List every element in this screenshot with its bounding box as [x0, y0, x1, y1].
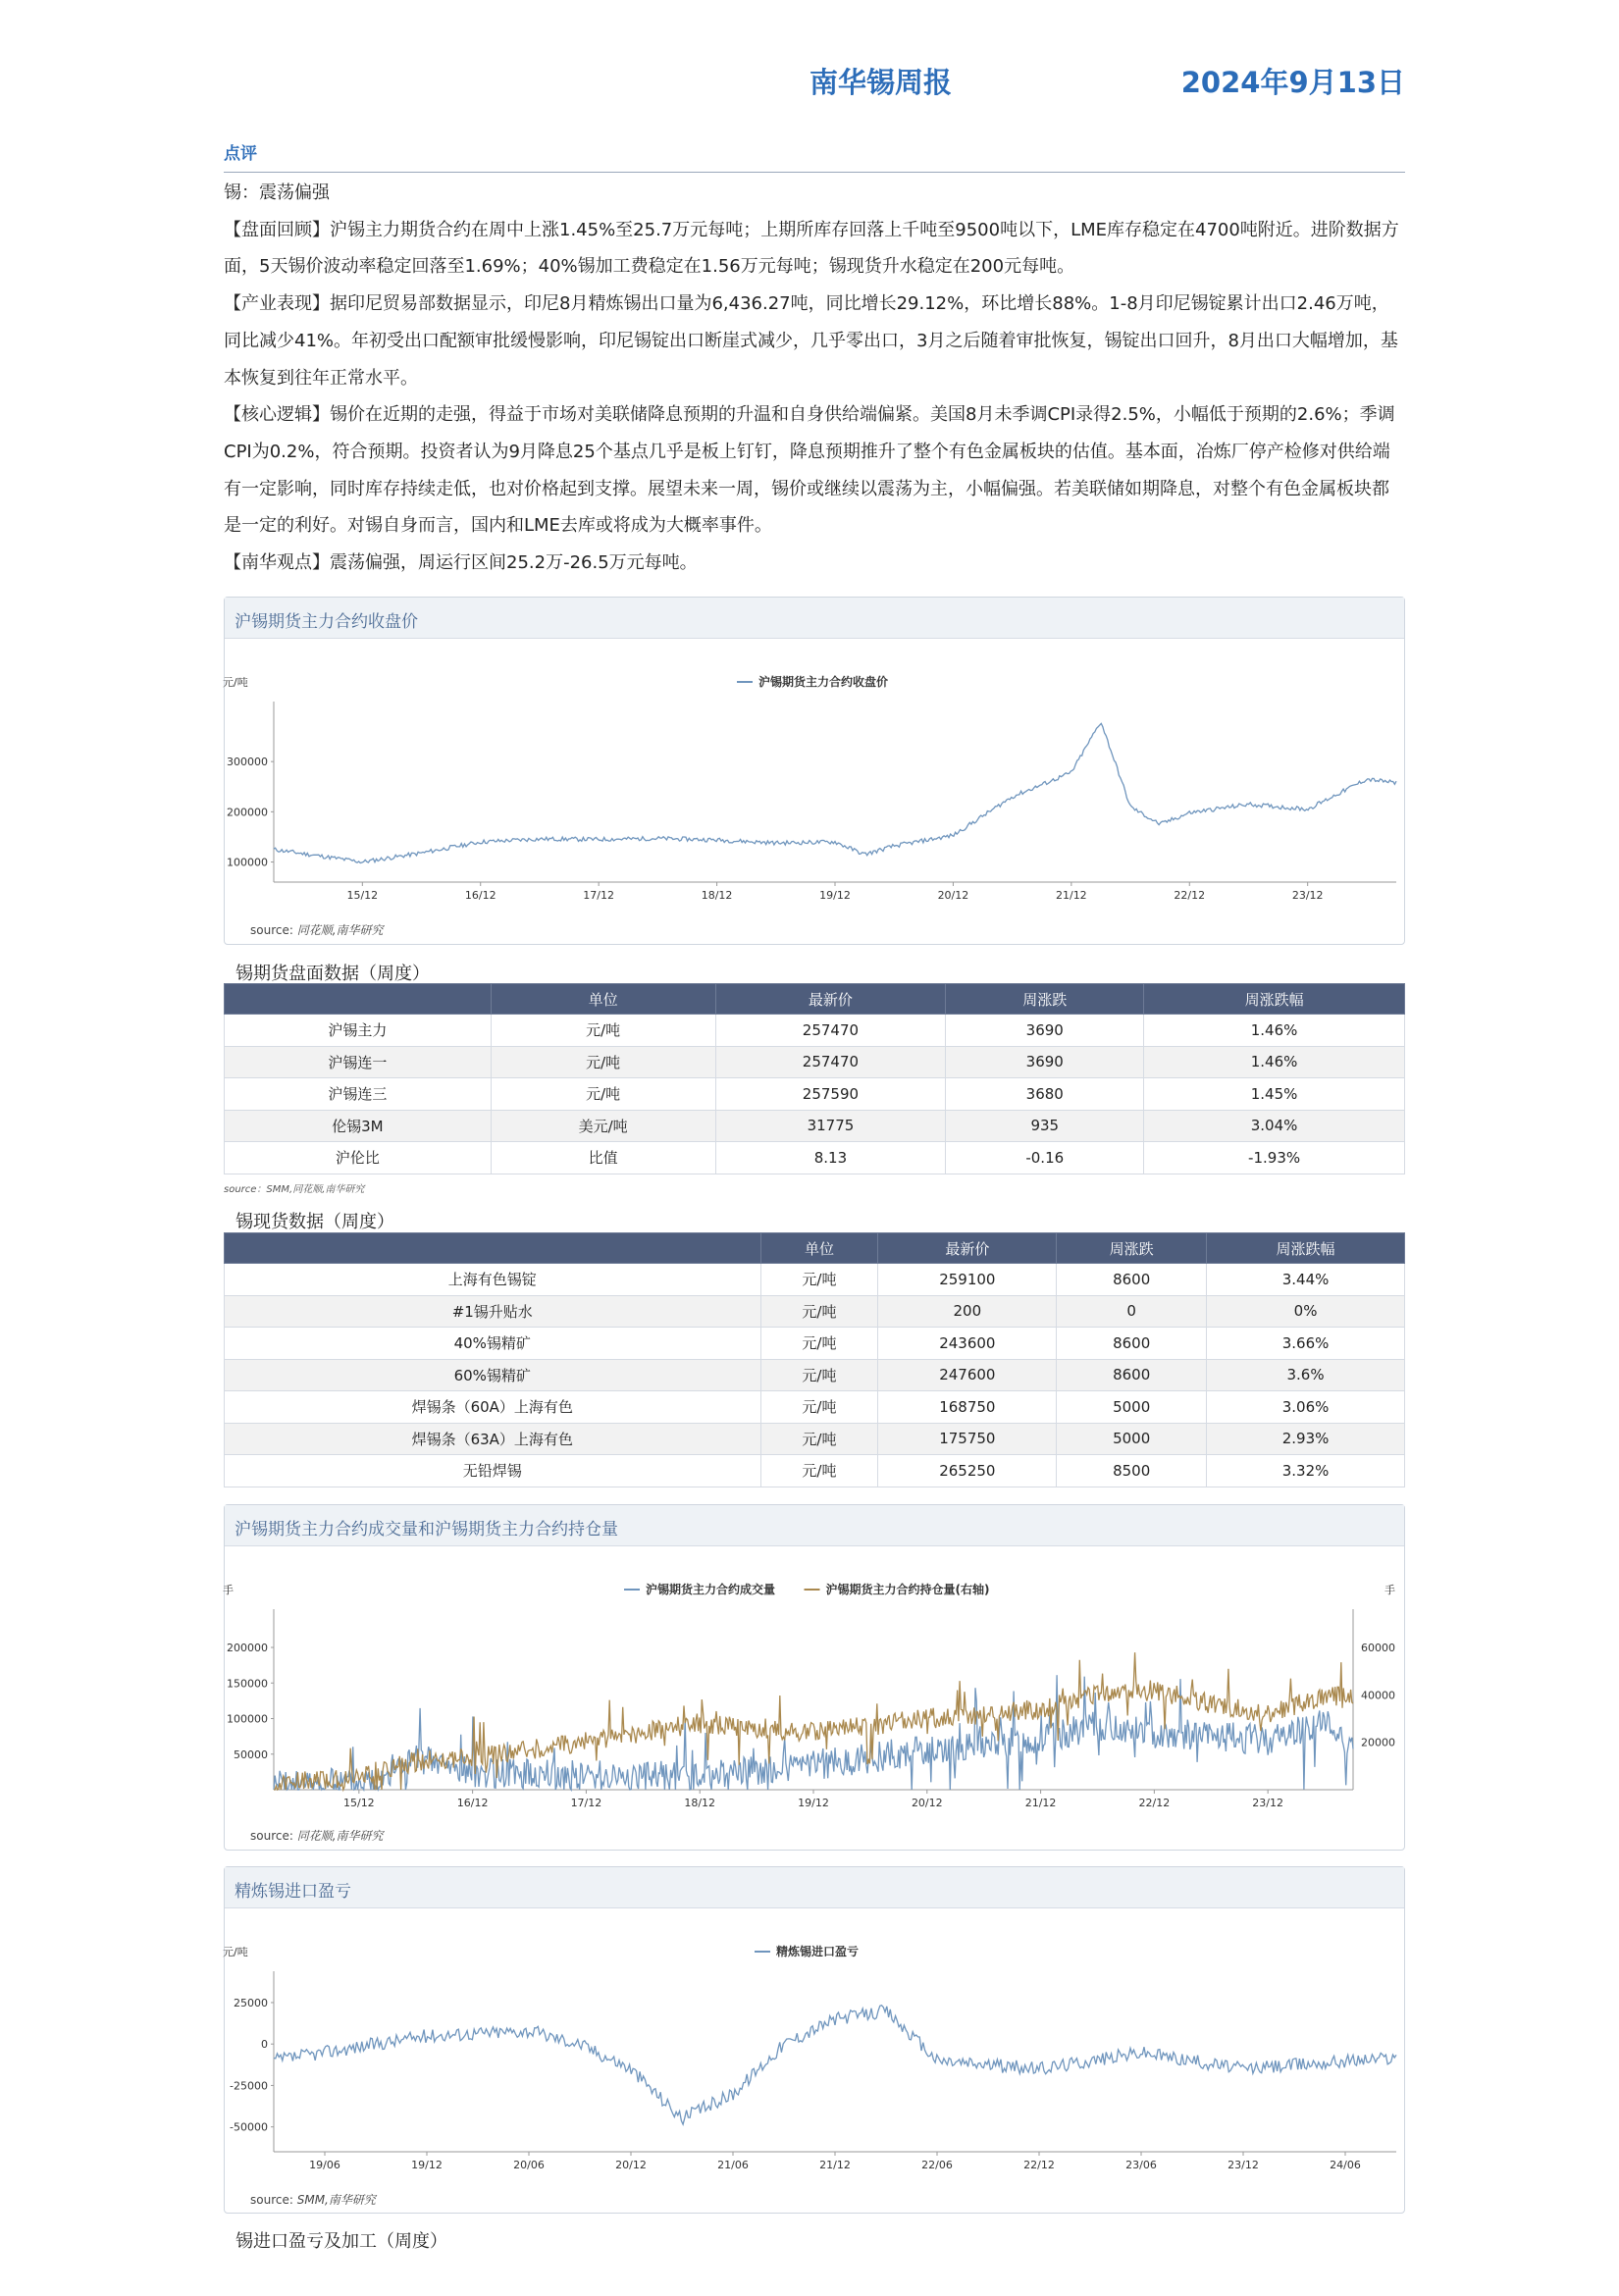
table-cell: 8.13	[715, 1142, 946, 1174]
x-tick-label: 20/06	[513, 2159, 545, 2171]
x-tick-label: 23/06	[1125, 2159, 1157, 2171]
futures-table-source: source：SMM,同花顺,南华研究	[224, 1184, 365, 1195]
spot-table	[224, 1232, 1405, 1487]
bottom-section-title: 锡进口盈亏及加工（周度）	[235, 2231, 447, 2252]
x-tick-label: 18/12	[701, 889, 733, 902]
volume-chart-panel	[224, 1504, 1405, 1851]
y-tick-label: 0	[261, 2038, 268, 2052]
table-cell: 3.6%	[1207, 1359, 1405, 1391]
table-cell: 3690	[946, 1015, 1144, 1047]
table-row	[225, 1423, 1405, 1455]
table-row	[225, 1264, 1405, 1296]
source-label: source:	[250, 2193, 293, 2207]
y-right-tick-label: 20000	[1361, 1736, 1395, 1749]
table-header-cell: 最新价	[715, 984, 946, 1015]
x-tick-label: 19/12	[411, 2159, 443, 2171]
comment-paragraph: 【南华观点】震荡偏强，周运行区间25.2万-26.5万元每吨。	[224, 552, 698, 574]
chart-source	[250, 1827, 384, 1844]
table-cell: 31775	[715, 1110, 946, 1142]
table-cell: -1.93%	[1144, 1142, 1405, 1174]
table-cell: 8500	[1057, 1455, 1207, 1487]
table-cell: #1锡升贴水	[225, 1295, 761, 1328]
table-row	[225, 1015, 1405, 1047]
x-tick-label: 22/12	[1174, 889, 1206, 902]
chart-source	[250, 2191, 376, 2208]
y-right-tick-label: 60000	[1361, 1642, 1395, 1654]
chart-source	[250, 921, 384, 938]
chart-panel-title: 沪锡期货主力合约收盘价	[225, 598, 1404, 639]
table-cell: 3.06%	[1207, 1391, 1405, 1424]
x-tick-label: 19/06	[309, 2159, 340, 2171]
table-cell: 元/吨	[491, 1015, 715, 1047]
table-header-row	[225, 1233, 1405, 1264]
table-header-cell: 最新价	[878, 1233, 1057, 1264]
table-header-cell: 周涨跌	[946, 984, 1144, 1015]
source-text: SMM,南华研究	[296, 2193, 376, 2207]
table-cell: 5000	[1057, 1423, 1207, 1455]
table-cell: 5000	[1057, 1391, 1207, 1424]
x-tick-label: 22/12	[1138, 1797, 1171, 1809]
table-row	[225, 1295, 1405, 1328]
x-tick-label: 19/12	[798, 1797, 829, 1809]
table-cell: 3.44%	[1207, 1264, 1405, 1296]
table-cell: 257470	[715, 1046, 946, 1078]
comment-heading: 点评	[224, 139, 1405, 173]
legend-label: 沪锡期货主力合约持仓量(右轴)	[825, 1583, 990, 1596]
table-cell: 243600	[878, 1328, 1057, 1360]
table-cell: 无铅焊锡	[225, 1455, 761, 1487]
table-cell: 168750	[878, 1391, 1057, 1424]
y-tick-label: -50000	[230, 2120, 268, 2134]
table-cell: 沪伦比	[225, 1142, 492, 1174]
series-line	[274, 1652, 1353, 1790]
table-cell: 935	[946, 1110, 1144, 1142]
comment-paragraph: 【产业表现】据印尼贸易部数据显示，印尼8月精炼锡出口量为6,436.27吨，同比增长29.12%，环比增长88%。1-8月印尼锡锭累计出口2.46万吨，同比减少41%。年初受出口配额审批缓慢影响，印尼锡锭出口断崖式减少，几乎零出口，3月之后随着审批恢复，锡锭出口回升，8月出口大幅增加，基本恢复到往年正常水平。	[224, 293, 1398, 389]
x-tick-label: 21/12	[1024, 1797, 1057, 1809]
table-header-cell	[225, 984, 492, 1015]
x-tick-label: 18/12	[684, 1797, 716, 1809]
x-tick-label: 20/12	[911, 1797, 943, 1809]
table-cell: 1.45%	[1144, 1078, 1405, 1111]
table-cell: 元/吨	[760, 1423, 878, 1455]
spot-table-title: 锡现货数据（周度）	[235, 1212, 394, 1232]
table-cell: 元/吨	[760, 1328, 878, 1360]
table-cell: 0	[1057, 1295, 1207, 1328]
table-header-cell: 单位	[491, 984, 715, 1015]
table-cell: 3.66%	[1207, 1328, 1405, 1360]
report-header	[224, 0, 1405, 108]
legend-label: 沪锡期货主力合约成交量	[646, 1583, 776, 1596]
futures-table-title: 锡期货盘面数据（周度）	[235, 964, 430, 984]
source-text: 同花顺,南华研究	[296, 923, 384, 937]
table-cell: 焊锡条（63A）上海有色	[225, 1423, 761, 1455]
table-cell: 元/吨	[491, 1046, 715, 1078]
y-tick-label: 300000	[227, 756, 268, 769]
futures-table	[224, 983, 1405, 1174]
table-header-cell: 单位	[760, 1233, 878, 1264]
x-tick-label: 24/06	[1330, 2159, 1361, 2171]
x-tick-label: 23/12	[1291, 889, 1324, 902]
x-tick-label: 21/12	[1055, 889, 1087, 902]
import-profit-chart-panel	[224, 1866, 1405, 2214]
x-tick-label: 21/06	[717, 2159, 749, 2171]
table-cell: 259100	[878, 1264, 1057, 1296]
table-header-cell: 周涨跌幅	[1207, 1233, 1405, 1264]
import-profit-chart	[225, 1908, 1404, 2173]
table-row	[225, 1455, 1405, 1487]
price-chart-panel	[224, 597, 1405, 945]
x-tick-label: 22/06	[921, 2159, 953, 2171]
table-cell: 257470	[715, 1015, 946, 1047]
table-cell: 1.46%	[1144, 1015, 1405, 1047]
table-header-cell	[225, 1233, 761, 1264]
series-line	[274, 723, 1396, 862]
series-line	[274, 2006, 1396, 2124]
table-cell: 8600	[1057, 1359, 1207, 1391]
table-row	[225, 1328, 1405, 1360]
legend-label: 沪锡期货主力合约收盘价	[758, 675, 889, 689]
table-row	[225, 1359, 1405, 1391]
source-label: source:	[250, 923, 293, 937]
table-cell: 上海有色锡锭	[225, 1264, 761, 1296]
y-tick-label: 50000	[234, 1748, 268, 1761]
table-header-row	[225, 984, 1405, 1015]
x-tick-label: 17/12	[583, 889, 615, 902]
volume-chart	[225, 1546, 1404, 1811]
x-tick-label: 15/12	[346, 889, 379, 902]
table-cell: 3690	[946, 1046, 1144, 1078]
y-tick-label: 25000	[234, 1996, 268, 2009]
price-chart	[225, 639, 1404, 904]
table-cell: 伦锡3M	[225, 1110, 492, 1142]
y-tick-label: 200000	[227, 806, 268, 819]
x-tick-label: 22/12	[1023, 2159, 1055, 2171]
y-axis-label: 手	[223, 1584, 234, 1596]
x-tick-label: 23/12	[1252, 1797, 1284, 1809]
chart-panel-title: 精炼锡进口盈亏	[225, 1867, 1404, 1908]
table-row	[225, 1142, 1405, 1174]
legend-label: 精炼锡进口盈亏	[776, 1945, 860, 1958]
y-tick-label: -25000	[230, 2079, 268, 2093]
comment-body	[224, 175, 1405, 582]
table-row	[225, 1110, 1405, 1142]
table-cell: 2.93%	[1207, 1423, 1405, 1455]
table-cell: 40%锡精矿	[225, 1328, 761, 1360]
table-header-cell: 周涨跌幅	[1144, 984, 1405, 1015]
table-cell: 8600	[1057, 1328, 1207, 1360]
chart-panel-title: 沪锡期货主力合约成交量和沪锡期货主力合约持仓量	[225, 1505, 1404, 1546]
table-cell: 0%	[1207, 1295, 1405, 1328]
y-axis-label: 元/吨	[223, 1946, 248, 1958]
y-axis-label: 元/吨	[223, 676, 248, 689]
table-cell: 元/吨	[760, 1455, 878, 1487]
y-tick-label: 200000	[227, 1642, 268, 1654]
table-cell: 元/吨	[760, 1359, 878, 1391]
table-cell: 200	[878, 1295, 1057, 1328]
y-right-tick-label: 40000	[1361, 1689, 1395, 1702]
table-cell: 美元/吨	[491, 1110, 715, 1142]
table-header-cell: 周涨跌	[1057, 1233, 1207, 1264]
y-tick-label: 100000	[227, 1712, 268, 1726]
source-text: 同花顺,南华研究	[296, 1829, 384, 1843]
table-cell: 3680	[946, 1078, 1144, 1111]
table-cell: 265250	[878, 1455, 1057, 1487]
comment-paragraph: 锡：震荡偏强	[224, 183, 330, 203]
x-tick-label: 17/12	[570, 1797, 602, 1809]
y-tick-label: 100000	[227, 856, 268, 869]
x-tick-label: 20/12	[937, 889, 969, 902]
table-cell: 沪锡连一	[225, 1046, 492, 1078]
table-row	[225, 1078, 1405, 1111]
y-axis-right-label: 手	[1384, 1584, 1395, 1596]
table-cell: 焊锡条（60A）上海有色	[225, 1391, 761, 1424]
x-tick-label: 21/12	[819, 2159, 851, 2171]
table-cell: 3.04%	[1144, 1110, 1405, 1142]
report-title: 南华锡周报	[810, 66, 953, 99]
table-cell: 元/吨	[760, 1391, 878, 1424]
x-tick-label: 16/12	[464, 889, 496, 902]
x-tick-label: 20/12	[615, 2159, 647, 2171]
source-label: source:	[250, 1829, 293, 1843]
table-cell: 247600	[878, 1359, 1057, 1391]
x-tick-label: 23/12	[1227, 2159, 1259, 2171]
y-tick-label: 150000	[227, 1677, 268, 1691]
comment-paragraph: 【盘面回顾】沪锡主力期货合约在周中上涨1.45%至25.7万元每吨；上期所库存回落上千吨至9500吨以下，LME库存稳定在4700吨附近。进阶数据方面，5天锡价波动率稳定回落至1.69%；40%锡加工费稳定在1.56万元每吨；锡现货升水稳定在200元每吨。	[224, 219, 1399, 278]
x-tick-label: 16/12	[456, 1797, 489, 1809]
table-cell: -0.16	[946, 1142, 1144, 1174]
table-row	[225, 1046, 1405, 1078]
table-cell: 8600	[1057, 1264, 1207, 1296]
table-cell: 元/吨	[760, 1295, 878, 1328]
x-tick-label: 15/12	[342, 1797, 375, 1809]
comment-paragraph: 【核心逻辑】锡价在近期的走强，得益于市场对美联储降息预期的升温和自身供给端偏紧。美国8月未季调CPI录得2.5%，小幅低于预期的2.6%；季调CPI为0.2%，符合预期。投资者认为9月降息25个基点几乎是板上钉钉，降息预期推升了整个有色金属板块的估值。基本面，冶炼厂停产检修对供给端有一定影响，同时库存持续走低，也对价格起到支撑。展望未来一周，锡价或继续以震荡为主，小幅偏强。若美联储如期降息，对整个有色金属板块都是一定的利好。对锡自身而言，国内和LME去库或将成为大概率事件。	[224, 404, 1395, 537]
table-row	[225, 1391, 1405, 1424]
x-tick-label: 19/12	[819, 889, 851, 902]
table-cell: 3.32%	[1207, 1455, 1405, 1487]
table-cell: 175750	[878, 1423, 1057, 1455]
report-date: 2024年9月13日	[1180, 66, 1405, 99]
table-cell: 257590	[715, 1078, 946, 1111]
table-cell: 比值	[491, 1142, 715, 1174]
table-cell: 1.46%	[1144, 1046, 1405, 1078]
table-cell: 60%锡精矿	[225, 1359, 761, 1391]
table-cell: 元/吨	[760, 1264, 878, 1296]
table-cell: 沪锡主力	[225, 1015, 492, 1047]
table-cell: 沪锡连三	[225, 1078, 492, 1111]
table-cell: 元/吨	[491, 1078, 715, 1111]
report-page	[223, 0, 1405, 2252]
